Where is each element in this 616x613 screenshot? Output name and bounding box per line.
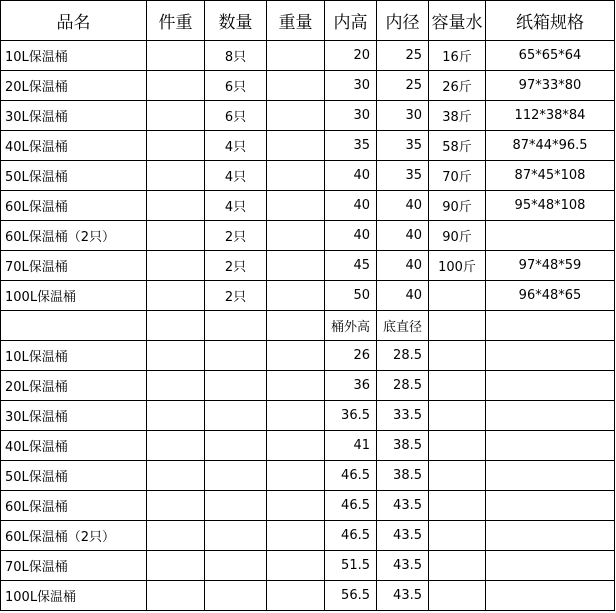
cell-carton-size [486,311,615,341]
cell-quantity [205,521,267,551]
cell-quantity [205,491,267,521]
cell-carton-size: 97*48*59 [486,251,615,281]
cell-weight [267,311,325,341]
cell-weight [267,341,325,371]
cell-weight [267,221,325,251]
cell-unit-weight [147,491,205,521]
cell-product-name [1,311,147,341]
header-unit-weight: 件重 [147,1,205,41]
cell-inner-height: 41 [325,431,377,461]
cell-inner-diameter: 43.5 [377,491,429,521]
cell-carton-size [486,581,615,611]
table-row [1,461,615,491]
cell-unit-weight [147,521,205,551]
cell-inner-diameter: 38.5 [377,431,429,461]
cell-inner-diameter: 28.5 [377,341,429,371]
cell-unit-weight [147,281,205,311]
cell-weight [267,371,325,401]
cell-unit-weight [147,221,205,251]
cell-weight [267,191,325,221]
header-quantity: 数量 [205,1,267,41]
cell-carton-size [486,521,615,551]
cell-quantity: 2只 [205,221,267,251]
cell-weight [267,251,325,281]
cell-water-capacity [429,581,486,611]
cell-inner-diameter: 40 [377,251,429,281]
cell-unit-weight [147,161,205,191]
cell-weight [267,521,325,551]
cell-inner-height: 20 [325,41,377,71]
cell-weight [267,491,325,521]
cell-product-name: 60L保温桶 [1,491,147,521]
cell-quantity [205,341,267,371]
cell-inner-height: 30 [325,71,377,101]
cell-water-capacity [429,341,486,371]
cell-carton-size: 87*45*108 [486,161,615,191]
cell-carton-size: 97*33*80 [486,71,615,101]
cell-water-capacity [429,311,486,341]
cell-weight [267,71,325,101]
cell-water-capacity [429,491,486,521]
table-row [1,191,615,221]
cell-unit-weight [147,431,205,461]
cell-weight [267,161,325,191]
cell-product-name: 60L保温桶 [1,191,147,221]
cell-inner-height: 36 [325,371,377,401]
cell-weight [267,461,325,491]
cell-carton-size: 96*48*65 [486,281,615,311]
cell-carton-size: 112*38*84 [486,101,615,131]
cell-water-capacity: 38斤 [429,101,486,131]
table-row [1,131,615,161]
cell-water-capacity: 16斤 [429,41,486,71]
cell-inner-height: 40 [325,221,377,251]
cell-product-name: 50L保温桶 [1,161,147,191]
cell-unit-weight [147,461,205,491]
cell-unit-weight [147,41,205,71]
cell-inner-height: 46.5 [325,521,377,551]
cell-inner-diameter: 33.5 [377,401,429,431]
cell-water-capacity: 26斤 [429,71,486,101]
header-inner-height: 内高 [325,1,377,41]
cell-inner-diameter: 25 [377,41,429,71]
cell-inner-height: 40 [325,161,377,191]
cell-quantity: 4只 [205,191,267,221]
cell-unit-weight [147,101,205,131]
cell-carton-size [486,491,615,521]
header-water-capacity: 容量水 [429,1,486,41]
cell-inner-diameter: 25 [377,71,429,101]
cell-inner-height: 45 [325,251,377,281]
cell-inner-height: 30 [325,101,377,131]
cell-water-capacity: 90斤 [429,191,486,221]
cell-water-capacity: 100斤 [429,251,486,281]
cell-product-name: 60L保温桶（2只） [1,521,147,551]
cell-weight [267,581,325,611]
cell-water-capacity [429,551,486,581]
cell-inner-height: 51.5 [325,551,377,581]
cell-quantity [205,311,267,341]
table-row [1,101,615,131]
cell-water-capacity [429,281,486,311]
cell-product-name: 10L保温桶 [1,41,147,71]
cell-unit-weight [147,251,205,281]
cell-product-name: 70L保温桶 [1,251,147,281]
cell-water-capacity [429,461,486,491]
cell-inner-height: 26 [325,341,377,371]
cell-weight [267,101,325,131]
cell-carton-size [486,461,615,491]
cell-product-name: 40L保温桶 [1,431,147,461]
header-carton-size: 纸箱规格 [486,1,615,41]
cell-inner-diameter: 40 [377,281,429,311]
cell-inner-height: 桶外高 [325,311,377,341]
cell-unit-weight [147,311,205,341]
cell-product-name: 100L保温桶 [1,581,147,611]
table-row [1,431,615,461]
cell-inner-height: 46.5 [325,491,377,521]
table-row [1,161,615,191]
cell-inner-height: 56.5 [325,581,377,611]
cell-weight [267,551,325,581]
cell-inner-diameter: 40 [377,221,429,251]
cell-product-name: 20L保温桶 [1,71,147,101]
cell-water-capacity: 90斤 [429,221,486,251]
cell-carton-size [486,221,615,251]
cell-inner-diameter: 底直径 [377,311,429,341]
cell-unit-weight [147,551,205,581]
table-row [1,581,615,611]
cell-inner-diameter: 38.5 [377,461,429,491]
cell-product-name: 100L保温桶 [1,281,147,311]
cell-water-capacity [429,431,486,461]
cell-inner-height: 35 [325,131,377,161]
cell-quantity: 2只 [205,281,267,311]
header-product-name: 品名 [1,1,147,41]
cell-inner-diameter: 40 [377,191,429,221]
cell-quantity [205,371,267,401]
cell-weight [267,431,325,461]
cell-water-capacity: 58斤 [429,131,486,161]
cell-inner-diameter: 43.5 [377,581,429,611]
cell-inner-diameter: 30 [377,101,429,131]
cell-inner-height: 36.5 [325,401,377,431]
cell-quantity [205,581,267,611]
cell-product-name: 10L保温桶 [1,341,147,371]
table-row [1,311,615,341]
cell-carton-size: 87*44*96.5 [486,131,615,161]
cell-unit-weight [147,71,205,101]
table-row [1,341,615,371]
cell-carton-size: 65*65*64 [486,41,615,71]
cell-quantity: 4只 [205,161,267,191]
header-weight: 重量 [267,1,325,41]
cell-product-name: 30L保温桶 [1,101,147,131]
cell-quantity: 8只 [205,41,267,71]
cell-inner-height: 50 [325,281,377,311]
cell-water-capacity [429,401,486,431]
cell-inner-diameter: 35 [377,161,429,191]
table-row [1,221,615,251]
cell-inner-diameter: 43.5 [377,551,429,581]
cell-quantity [205,551,267,581]
table-row [1,491,615,521]
cell-quantity: 4只 [205,131,267,161]
cell-inner-diameter: 28.5 [377,371,429,401]
table-row [1,251,615,281]
table-row [1,41,615,71]
cell-product-name: 60L保温桶（2只） [1,221,147,251]
header-row [1,1,615,41]
cell-quantity [205,431,267,461]
cell-carton-size [486,551,615,581]
cell-inner-height: 40 [325,191,377,221]
cell-product-name: 40L保温桶 [1,131,147,161]
cell-inner-height: 46.5 [325,461,377,491]
header-inner-diameter: 内径 [377,1,429,41]
table-row [1,521,615,551]
cell-quantity [205,401,267,431]
cell-carton-size: 95*48*108 [486,191,615,221]
cell-quantity: 2只 [205,251,267,281]
cell-carton-size [486,431,615,461]
cell-unit-weight [147,131,205,161]
cell-product-name: 20L保温桶 [1,371,147,401]
cell-product-name: 50L保温桶 [1,461,147,491]
cell-product-name: 30L保温桶 [1,401,147,431]
cell-water-capacity [429,521,486,551]
table-body [1,1,615,611]
table-row [1,71,615,101]
cell-weight [267,401,325,431]
cell-unit-weight [147,371,205,401]
cell-weight [267,131,325,161]
cell-quantity [205,461,267,491]
cell-quantity: 6只 [205,101,267,131]
cell-unit-weight [147,581,205,611]
table-row [1,371,615,401]
cell-carton-size [486,341,615,371]
cell-weight [267,281,325,311]
cell-weight [267,41,325,71]
cell-carton-size [486,371,615,401]
cell-inner-diameter: 35 [377,131,429,161]
cell-product-name: 70L保温桶 [1,551,147,581]
table-row [1,551,615,581]
cell-unit-weight [147,401,205,431]
cell-water-capacity: 70斤 [429,161,486,191]
cell-inner-diameter: 43.5 [377,521,429,551]
cell-water-capacity [429,371,486,401]
table-row [1,281,615,311]
cell-quantity: 6只 [205,71,267,101]
cell-unit-weight [147,191,205,221]
table-row [1,401,615,431]
cell-unit-weight [147,341,205,371]
cell-carton-size [486,401,615,431]
